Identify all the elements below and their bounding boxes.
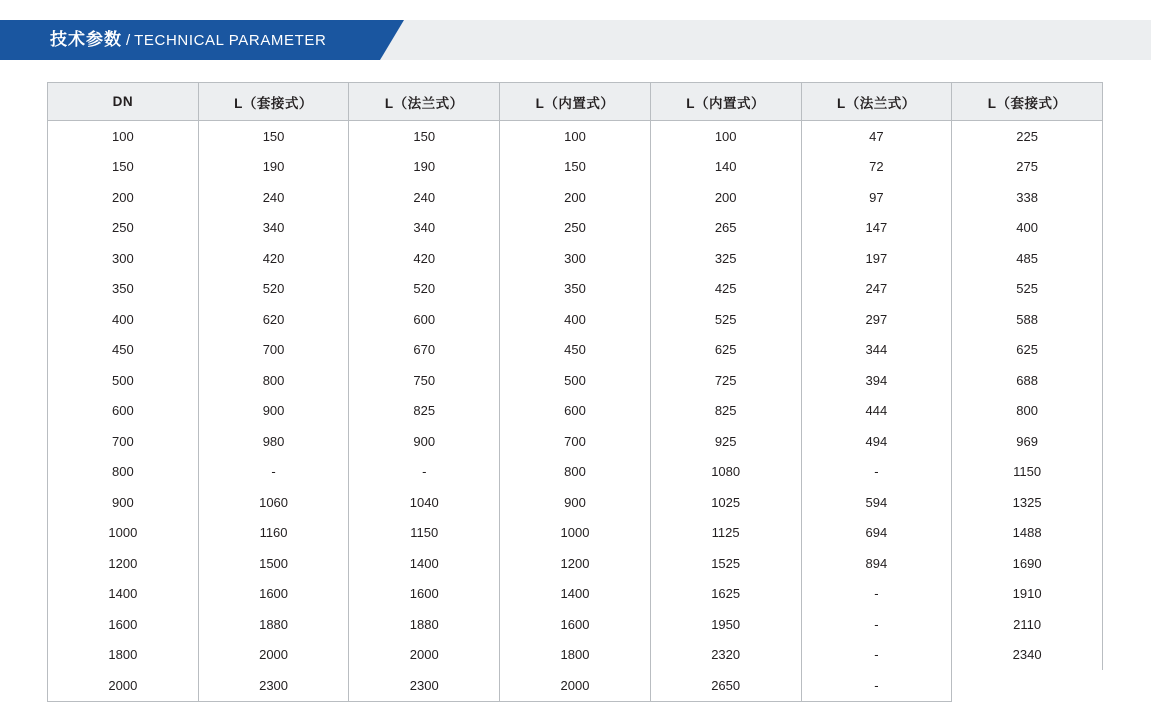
cell-value: 190 — [198, 152, 349, 183]
cell-dn: 1200 — [48, 548, 199, 579]
cell-value: 197 — [801, 243, 952, 274]
cell-value: 265 — [650, 213, 801, 244]
table-row — [48, 609, 1103, 640]
cell-value: 600 — [500, 396, 651, 427]
cell-value: 800 — [952, 396, 1103, 427]
cell-value: 400 — [952, 213, 1103, 244]
cell-value: 525 — [650, 304, 801, 335]
column-header-l-socket-2: L（套接式） — [952, 83, 1103, 121]
cell-value: 750 — [349, 365, 500, 396]
cell-value: 325 — [650, 243, 801, 274]
cell-value: 2000 — [500, 670, 651, 701]
cell-value: 100 — [500, 121, 651, 152]
cell-value: 338 — [952, 182, 1103, 213]
table-row — [48, 487, 1103, 518]
cell-value: 420 — [198, 243, 349, 274]
cell-value: 344 — [801, 335, 952, 366]
cell-value: 800 — [500, 457, 651, 488]
cell-value: 340 — [198, 213, 349, 244]
cell-value: 444 — [801, 396, 952, 427]
table-row — [48, 396, 1103, 427]
table-row — [48, 365, 1103, 396]
table-header — [48, 83, 1103, 121]
cell-value: 47 — [801, 121, 952, 152]
cell-value: 670 — [349, 335, 500, 366]
banner-title-group — [50, 20, 326, 60]
cell-value: 350 — [500, 274, 651, 305]
cell-value: 725 — [650, 365, 801, 396]
cell-value: 450 — [500, 335, 651, 366]
cell-value: 1880 — [198, 609, 349, 640]
cell-value: - — [801, 670, 952, 701]
cell-value: 2320 — [650, 640, 801, 671]
cell-value: 1125 — [650, 518, 801, 549]
table-header-row — [48, 83, 1103, 121]
cell-value: 2000 — [198, 640, 349, 671]
cell-value: 600 — [349, 304, 500, 335]
cell-value: 1950 — [650, 609, 801, 640]
cell-value: 240 — [198, 182, 349, 213]
cell-dn: 900 — [48, 487, 199, 518]
cell-value: 100 — [650, 121, 801, 152]
cell-dn: 150 — [48, 152, 199, 183]
cell-value: 297 — [801, 304, 952, 335]
cell-value: 825 — [349, 396, 500, 427]
cell-value: 1488 — [952, 518, 1103, 549]
cell-value: 525 — [952, 274, 1103, 305]
cell-value: 225 — [952, 121, 1103, 152]
table-row — [48, 640, 1103, 671]
cell-value: 700 — [198, 335, 349, 366]
cell-value: 1600 — [198, 579, 349, 610]
cell-dn: 200 — [48, 182, 199, 213]
table-row — [48, 579, 1103, 610]
cell-value: 150 — [198, 121, 349, 152]
cell-value: - — [198, 457, 349, 488]
cell-value: 425 — [650, 274, 801, 305]
table-row — [48, 121, 1103, 152]
technical-parameter-table — [47, 82, 1103, 702]
cell-value: 925 — [650, 426, 801, 457]
cell-value: - — [801, 640, 952, 671]
column-header-l-socket-1: L（套接式） — [198, 83, 349, 121]
cell-value: 2110 — [952, 609, 1103, 640]
cell-dn: 600 — [48, 396, 199, 427]
cell-dn: 100 — [48, 121, 199, 152]
cell-value: 520 — [349, 274, 500, 305]
cell-value: 1600 — [500, 609, 651, 640]
cell-value: 1600 — [349, 579, 500, 610]
table-row — [48, 182, 1103, 213]
cell-value: 2300 — [198, 670, 349, 701]
cell-value: 275 — [952, 152, 1103, 183]
table-row — [48, 335, 1103, 366]
cell-dn: 1400 — [48, 579, 199, 610]
cell-value: 2000 — [349, 640, 500, 671]
cell-value: 825 — [650, 396, 801, 427]
cell-value: 694 — [801, 518, 952, 549]
cell-value: 1150 — [952, 457, 1103, 488]
cell-value: 1880 — [349, 609, 500, 640]
cell-value: 980 — [198, 426, 349, 457]
cell-value: 150 — [349, 121, 500, 152]
cell-value: - — [801, 579, 952, 610]
cell-value: 150 — [500, 152, 651, 183]
title-separator: / — [126, 32, 131, 49]
cell-value: - — [349, 457, 500, 488]
cell-value: 250 — [500, 213, 651, 244]
cell-dn: 500 — [48, 365, 199, 396]
cell-value: 420 — [349, 243, 500, 274]
cell-dn: 250 — [48, 213, 199, 244]
cell-value: 625 — [952, 335, 1103, 366]
table-row — [48, 304, 1103, 335]
cell-value: 97 — [801, 182, 952, 213]
cell-value: 900 — [198, 396, 349, 427]
cell-value: 588 — [952, 304, 1103, 335]
cell-value: 800 — [198, 365, 349, 396]
cell-dn: 2000 — [48, 670, 199, 701]
column-header-l-builtin-2: L（内置式） — [650, 83, 801, 121]
cell-value: 1910 — [952, 579, 1103, 610]
cell-value: 1400 — [500, 579, 651, 610]
table-row — [48, 518, 1103, 549]
cell-value: 1800 — [500, 640, 651, 671]
cell-value: 1625 — [650, 579, 801, 610]
cell-value: 340 — [349, 213, 500, 244]
cell-value: 620 — [198, 304, 349, 335]
section-banner — [0, 20, 1151, 60]
table-row — [48, 457, 1103, 488]
table-row — [48, 213, 1103, 244]
cell-value: 494 — [801, 426, 952, 457]
cell-value: 394 — [801, 365, 952, 396]
table-row — [48, 274, 1103, 305]
table-body — [48, 121, 1103, 702]
cell-value: - — [801, 609, 952, 640]
cell-value: 700 — [500, 426, 651, 457]
column-header-l-builtin-1: L（内置式） — [500, 83, 651, 121]
cell-dn: 350 — [48, 274, 199, 305]
cell-value: 520 — [198, 274, 349, 305]
cell-dn: 300 — [48, 243, 199, 274]
cell-value: 247 — [801, 274, 952, 305]
cell-value: 900 — [349, 426, 500, 457]
cell-value: 2300 — [349, 670, 500, 701]
cell-value: 625 — [650, 335, 801, 366]
cell-value: 969 — [952, 426, 1103, 457]
cell-value: 190 — [349, 152, 500, 183]
cell-value: 1325 — [952, 487, 1103, 518]
cell-dn: 1000 — [48, 518, 199, 549]
cell-value: 900 — [500, 487, 651, 518]
cell-value — [952, 670, 1103, 701]
cell-value: 1150 — [349, 518, 500, 549]
cell-value: 1500 — [198, 548, 349, 579]
table-row — [48, 670, 1103, 701]
cell-value: 200 — [650, 182, 801, 213]
cell-value: 1000 — [500, 518, 651, 549]
cell-value: 894 — [801, 548, 952, 579]
table-row — [48, 426, 1103, 457]
cell-value: 240 — [349, 182, 500, 213]
cell-value: 1040 — [349, 487, 500, 518]
cell-value: 594 — [801, 487, 952, 518]
column-header-dn: DN — [48, 83, 199, 121]
cell-value: 2650 — [650, 670, 801, 701]
cell-dn: 700 — [48, 426, 199, 457]
cell-value: 1690 — [952, 548, 1103, 579]
column-header-l-flange-2: L（法兰式） — [801, 83, 952, 121]
cell-value: 1060 — [198, 487, 349, 518]
cell-value: 2340 — [952, 640, 1103, 671]
cell-value: 300 — [500, 243, 651, 274]
cell-value: 1200 — [500, 548, 651, 579]
cell-value: 1080 — [650, 457, 801, 488]
cell-dn: 1600 — [48, 609, 199, 640]
cell-value: 72 — [801, 152, 952, 183]
cell-value: 688 — [952, 365, 1103, 396]
cell-value: - — [801, 457, 952, 488]
cell-value: 147 — [801, 213, 952, 244]
cell-value: 200 — [500, 182, 651, 213]
table-row — [48, 243, 1103, 274]
cell-value: 140 — [650, 152, 801, 183]
page-title-en: TECHNICAL PARAMETER — [134, 32, 327, 49]
cell-value: 1525 — [650, 548, 801, 579]
cell-value: 1160 — [198, 518, 349, 549]
cell-dn: 800 — [48, 457, 199, 488]
cell-value: 1400 — [349, 548, 500, 579]
cell-value: 485 — [952, 243, 1103, 274]
cell-value: 500 — [500, 365, 651, 396]
table-row — [48, 152, 1103, 183]
cell-dn: 1800 — [48, 640, 199, 671]
column-header-l-flange-1: L（法兰式） — [349, 83, 500, 121]
technical-parameter-table-wrapper — [47, 82, 1103, 702]
cell-dn: 400 — [48, 304, 199, 335]
cell-value: 400 — [500, 304, 651, 335]
page-title-cn: 技术参数 — [50, 30, 122, 49]
cell-dn: 450 — [48, 335, 199, 366]
table-row — [48, 548, 1103, 579]
cell-value: 1025 — [650, 487, 801, 518]
